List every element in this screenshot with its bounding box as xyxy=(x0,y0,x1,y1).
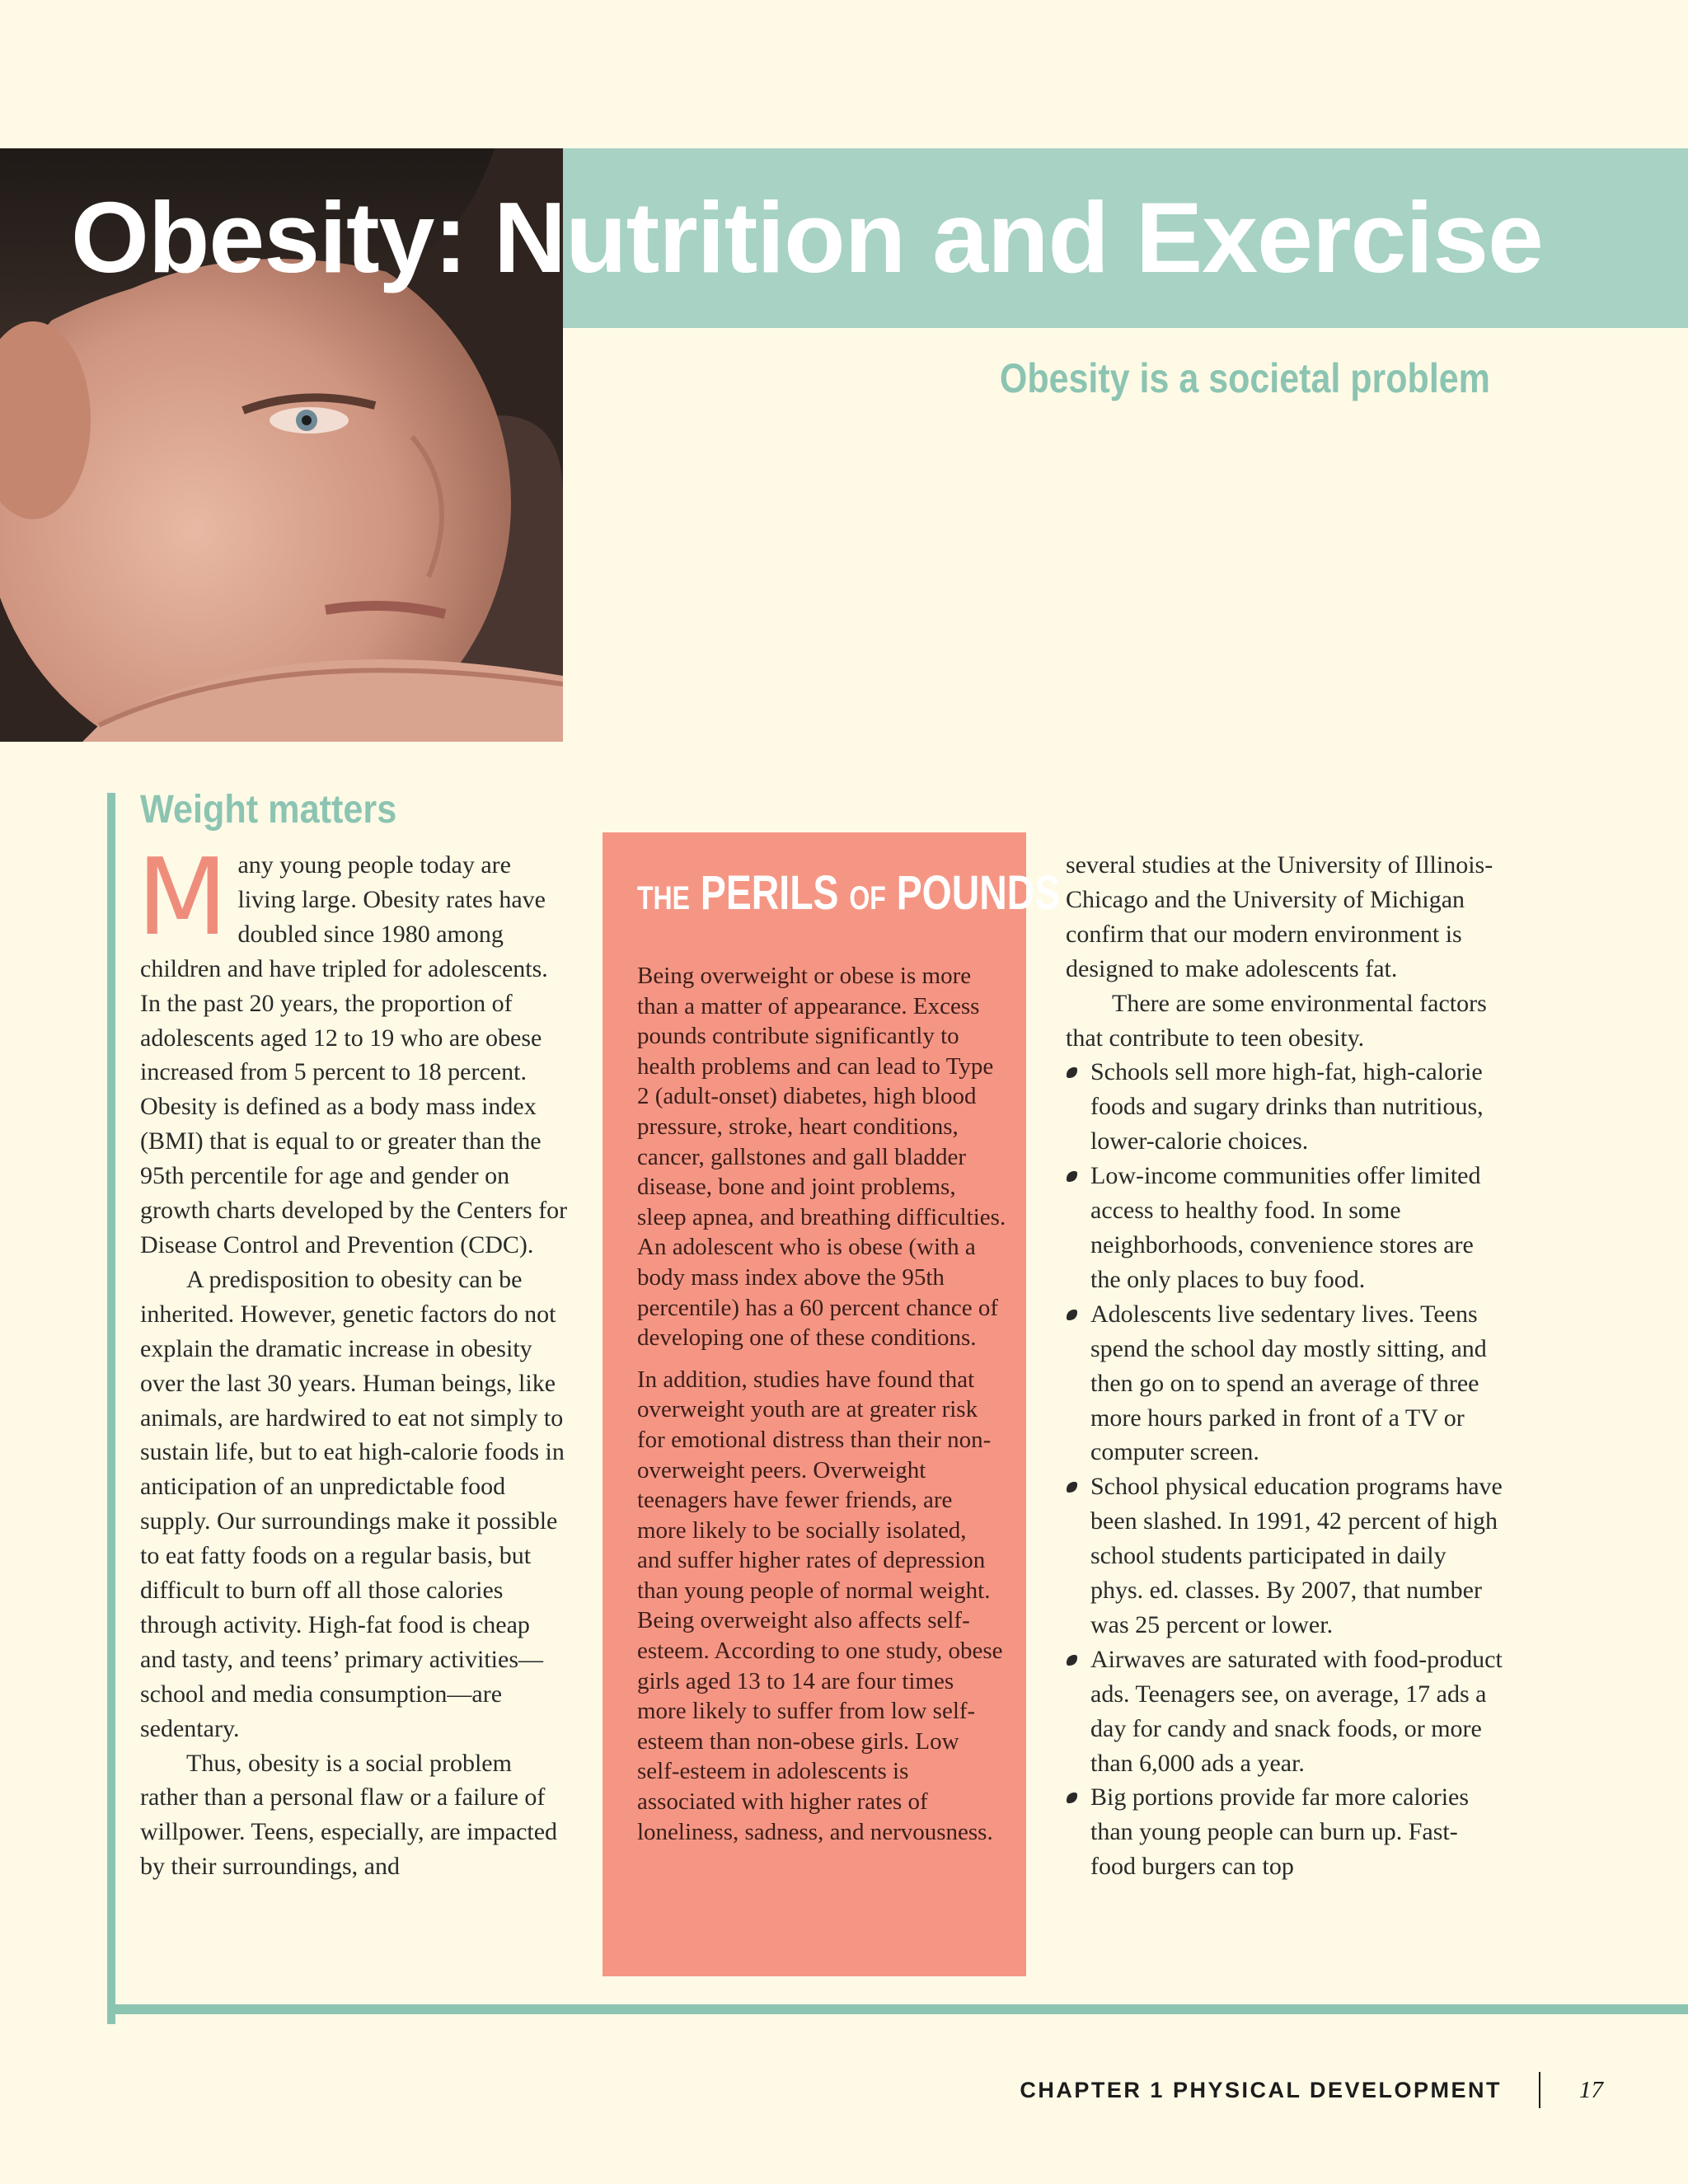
list-item xyxy=(1066,1469,1503,1643)
article-paragraph: Thus, obesity is a social problem rather than a personal flaw or a failure of willpower. Teens, especially, are impacted by their surroundings, and xyxy=(140,1749,558,1881)
leaf-bullet-icon xyxy=(1067,1482,1077,1493)
article-paragraph: There are some environmental factors that contribute to teen obesity. xyxy=(1066,989,1487,1052)
list-item xyxy=(1066,1297,1503,1470)
article-paragraph-text: any young people today are living large. Obesity rates have doubled since 1980 among children and have tripled for adolescents. In the past 20 years, the proportion of adolescents aged 12 to 19 who are obese increased from 5 percent to 18 percent. Obesity is defined as a body mass index (BMI) that is equal to or greater than the 95th percentile for age and gender on growth charts developed by the Centers for Disease Control and Prevention (CDC). xyxy=(140,851,568,1258)
sidebar-title-of: OF xyxy=(849,880,886,916)
list-item xyxy=(1066,1643,1503,1781)
frame-left-rule xyxy=(107,793,115,2024)
running-footer-chapter: CHAPTER 1 PHYSICAL DEVELOPMENT xyxy=(1020,2078,1502,2102)
leaf-bullet-icon xyxy=(1067,1310,1077,1320)
environmental-factors-list xyxy=(1066,1055,1503,1884)
footer-divider xyxy=(1539,2072,1540,2108)
list-item xyxy=(1066,1159,1503,1297)
leaf-bullet-icon xyxy=(1067,1067,1077,1078)
list-item-text: School physical education programs have been slashed. In 1991, 42 percent of high school students participated in daily phys. ed. classes. By 2007, that number was 25 percent or lower. xyxy=(1090,1473,1503,1638)
list-item-text: Big portions provide far more calories than young people can burn up. Fast-food burgers can top xyxy=(1090,1783,1470,1881)
page-title: Obesity: Nutrition and Exercise xyxy=(71,181,1543,293)
sidebar-title xyxy=(637,854,1061,938)
list-item xyxy=(1066,1055,1503,1159)
sidebar-title-the: THE xyxy=(637,880,690,916)
leaf-bullet-icon xyxy=(1067,1793,1077,1803)
drop-cap: M xyxy=(137,837,228,959)
article-paragraph: several studies at the University of Illinois-Chicago and the University of Michigan confirm that our modern environment is designed to make adolescents fat. xyxy=(1066,851,1493,982)
section-heading: Weight matters xyxy=(140,788,397,832)
sidebar-title-pounds: POUNDS xyxy=(896,866,1061,920)
list-item-text: Low-income communities offer limited access to healthy food. In some neighborhoods, convenience stores are the only places to buy food. xyxy=(1090,1162,1481,1293)
leaf-bullet-icon xyxy=(1067,1655,1077,1666)
list-item-text: Adolescents live sedentary lives. Teens spend the school day mostly sitting, and then go on to spend an average of three more hours parked in front of a TV or computer screen. xyxy=(1090,1300,1487,1466)
article-column-1 xyxy=(137,837,569,1884)
page-number: 17 xyxy=(1579,2077,1603,2103)
article-paragraph xyxy=(137,837,569,1263)
article-column-3 xyxy=(1066,848,1503,1884)
page-subtitle: Obesity is a societal problem xyxy=(999,355,1490,401)
sidebar-paragraph: In addition, studies have found that overweight youth are at greater risk for emotional distress than their non-overweight peers. Overweight teenagers have fewer friends, are more likely to be socially isolated, and suffer higher rates of depression than young people of normal weight. Being overweight also affects self-esteem. According to one study, obese girls aged 13 to 14 are four times more likely to suffer from low self-esteem than non-obese girls. Low self-esteem in adolescents is associated with higher rates of loneliness, sadness, and nervousness. xyxy=(637,1366,1003,1845)
list-item-text: Schools sell more high-fat, high-calorie foods and sugary drinks than nutritious, lower-calorie choices. xyxy=(1090,1058,1484,1155)
article-paragraph: A predisposition to obesity can be inherited. However, genetic factors do not explain the dramatic increase in obesity over the last 30 years. Human beings, like animals, are hardwired to eat not simply to sustain life, but to eat high-calorie foods in anticipation of an unpredictable food supply. Our surroundings make it possible to eat fatty foods on a regular basis, but difficult to burn off all those calories through activity. High-fat food is cheap and tasty, and teens’ primary activities—school and media consumption—are sedentary. xyxy=(140,1265,565,1742)
list-item xyxy=(1066,1780,1503,1884)
leaf-bullet-icon xyxy=(1067,1171,1077,1182)
frame-bottom-rule xyxy=(107,2004,1688,2014)
perils-of-pounds-sidebar xyxy=(603,832,1061,1976)
sidebar-paragraph: Being overweight or obese is more than a matter of appearance. Excess pounds contribute significantly to health problems and can lead to Type 2 (adult-onset) diabetes, high blood pressure, stroke, heart conditions, cancer, gallstones and gall bladder disease, bone and joint problems, sleep apnea, and breathing difficulties. An adolescent who is obese (with a body mass index above the 95th percentile) has a 60 percent chance of developing one of these conditions. xyxy=(637,963,1006,1352)
list-item-text: Airwaves are saturated with food-product ads. Teenagers see, on average, 17 ads a day for candy and snack foods, or more than 6,000 ads a year. xyxy=(1090,1645,1503,1777)
sidebar-title-perils: PERILS xyxy=(700,866,839,920)
